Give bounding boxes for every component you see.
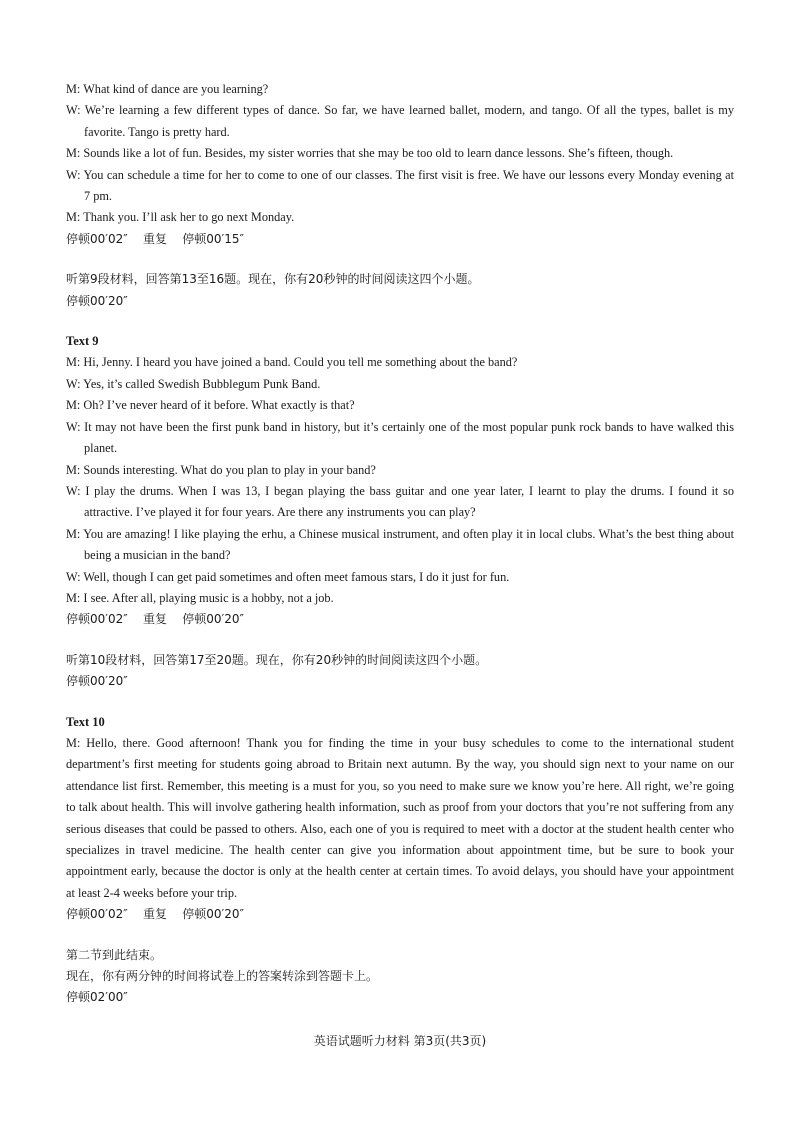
dialogue-line: M: Sounds like a lot of fun. Besides, my sister worries that she may be too old to learn dance lessons. She’s fifteen, though.	[66, 146, 674, 161]
monologue-paragraph: M: Hello, there. Good afternoon! Thank you for finding the time in your busy schedules to come to the international student department’s first meeting for students going abroad to Britain next autumn. By the way, you should sign next to your name on our attendance list first. Remember, this meeting is a must for you, so you need to make sure we know you’re here. All right, we’re going to talk about health. This will involve gathering health information, such as proof from your doctors that you’re not suffering from any serious diseases that could be passed to others. Also, each one of you is required to meet with a doctor at the student health center who specializes in travel medicine. The health center can give you information about appointment time, but be sure to book your appointment early, because the doctor is only at the health center at certain times. To avoid delays, you should have your appointment at least 2-4 weeks before your trip.	[66, 735, 734, 900]
document-body	[66, 79, 734, 1009]
text-heading: Text 10	[66, 714, 105, 729]
page-footer: 英语试题听力材料 第3页(共3页)	[313, 1034, 487, 1048]
closing-pause: 停顿02′00″	[66, 990, 128, 1005]
text-heading: Text 9	[66, 334, 99, 349]
dialogue-line: W: You can schedule a time for her to come to one of our classes. The first visit is free. We have our lessons every Monday evening at 7 pm.	[66, 167, 734, 204]
pause-instruction: 停顿00′02″ 重复 停顿00′20″	[66, 907, 245, 922]
dialogue-line: W: We’re learning a few different types of dance. So far, we have learned ballet, modern, and tango. Of all the types, ballet is my favorite. Tango is pretty hard.	[66, 103, 734, 139]
dialogue-line: M: You are amazing! I like playing the erhu, a Chinese musical instrument, and often play it in local clubs. What’s the best thing about being a musician in the band?	[66, 526, 734, 563]
pause-instruction: 停顿00′02″ 重复 停顿00′20″	[66, 612, 245, 627]
dialogue-line: W: It may not have been the first punk band in history, but it’s certainly one of the most popular punk rock bands to have walked this planet.	[66, 419, 734, 456]
section-instruction: 听第10段材料，回答第17至20题。现在，你有20秒钟的时间阅读这四个小题。	[66, 652, 488, 667]
dialogue-line: W: Well, though I can get paid sometimes and often meet famous stars, I do it just for fun.	[66, 569, 510, 584]
reading-pause: 停顿00′20″	[66, 674, 128, 689]
pause-instruction: 停顿00′02″ 重复 停顿00′15″	[66, 231, 245, 246]
dialogue-line: M: I see. After all, playing music is a hobby, not a job.	[66, 590, 334, 605]
section-instruction: 听第9段材料，回答第13至16题。现在，你有20秒钟的时间阅读这四个小题。	[66, 272, 480, 287]
dialogue-line: W: Yes, it’s called Swedish Bubblegum Punk Band.	[66, 376, 321, 391]
dialogue-line: M: Oh? I’ve never heard of it before. What exactly is that?	[66, 398, 355, 413]
dialogue-line: M: Sounds interesting. What do you plan to play in your band?	[66, 462, 376, 477]
dialogue-line: M: Hi, Jenny. I heard you have joined a band. Could you tell me something about the band?	[66, 355, 518, 370]
dialogue-line: W: I play the drums. When I was 13, I began playing the bass guitar and one year later, I learnt to play the drums. I found it so attractive. I’ve played it for four years. Are there any instruments you can play?	[66, 483, 734, 520]
reading-pause: 停顿00′20″	[66, 293, 128, 308]
dialogue-line: M: What kind of dance are you learning?	[66, 82, 269, 96]
closing-line: 现在，你有两分钟的时间将试卷上的答案转涂到答题卡上。	[66, 969, 379, 984]
dialogue-line: M: Thank you. I’ll ask her to go next Monday.	[66, 210, 295, 225]
closing-line: 第二节到此结束。	[66, 947, 163, 962]
